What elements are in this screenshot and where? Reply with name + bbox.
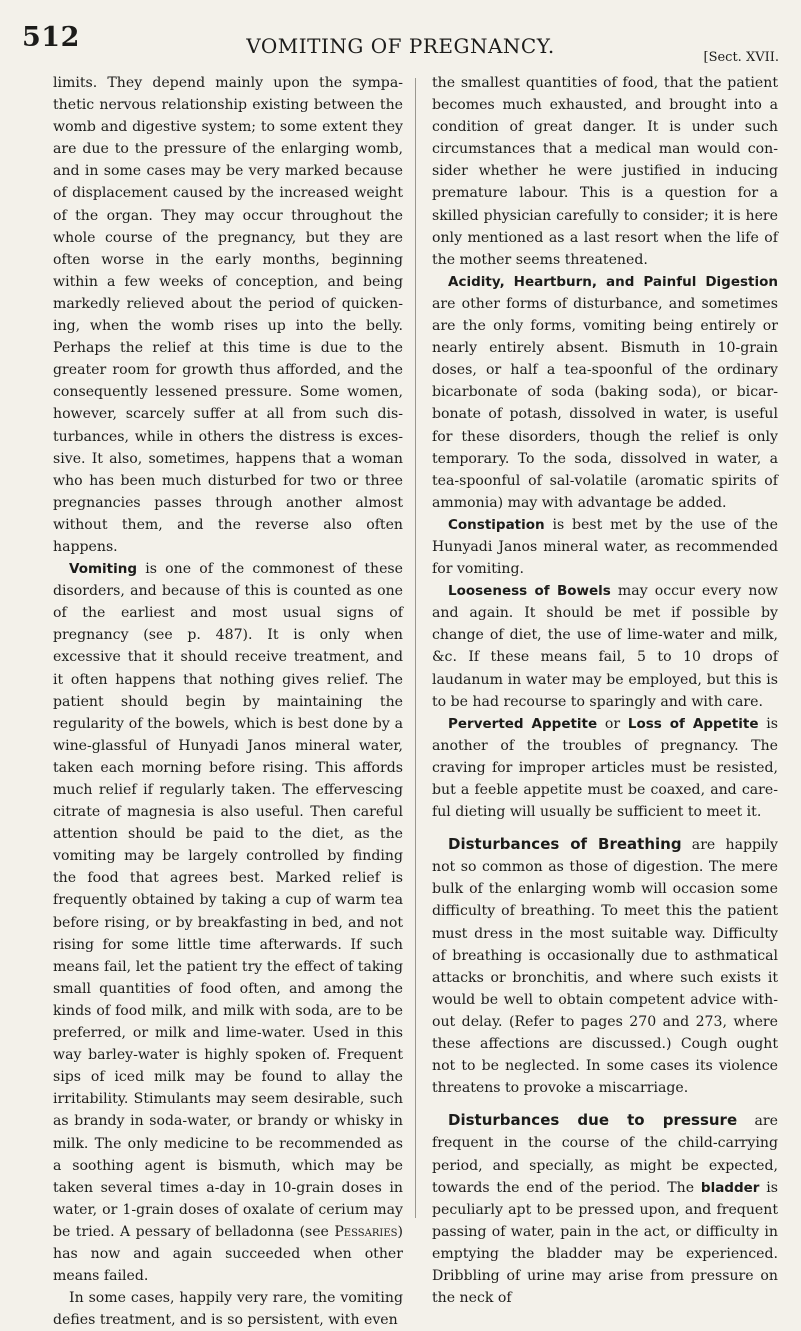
paragraph-text: are other forms of disturbance, and sometimes are the only forms, vomiting being entirely or nearly entirely absent. Bismuth in 10-grain doses, or half a tea-spoonful of the ordinary bicarbonate of soda (baking soda), or bicarbonate of potash, dissolved in water, is useful for these disorders, though the relief is only temporary. To the soda, dissolved in water, a tea-spoonful of sal-volatile (aromatic spirits of ammonia) may with advantage be added. xyxy=(432,295,778,511)
heading-loss-of-appetite: Loss of Appetite xyxy=(627,715,759,732)
paragraph-text: ) has now and again succeeded when other means failed. xyxy=(53,1223,403,1285)
column-divider xyxy=(415,78,416,1218)
paragraph-text: may occur every now and again. It should be met if possible by change of diet, the use of lime-water and milk, &c. If these means fail, 5 to 10 drops of laudanum in water may be employed, but this is to be had recourse to sparingly and with care. xyxy=(432,583,778,710)
heading-constipation: Constipation xyxy=(448,516,545,533)
heading-looseness: Looseness of Bowels xyxy=(448,583,611,600)
heading-acidity: Acidity, Heartburn, and Painful Digestion xyxy=(448,273,778,290)
paragraph-text: is another of the troubles of pregnancy. The craving for improper articles must be resisted, but a feeble appetite must be coaxed, and careful dieting will usually be sufficient to meet it. xyxy=(432,715,778,821)
running-title: VOMITING OF PREGNANCY. xyxy=(246,34,555,58)
left-column xyxy=(53,72,403,1329)
paragraph: In some cases, happily very rare, the vomiting defies treatment, and is so persistent, with even xyxy=(53,1290,403,1329)
heading-breathing: Disturbances of Breathing xyxy=(448,835,682,854)
paragraph-breathing xyxy=(432,833,778,1099)
heading-pressure: Disturbances due to pressure xyxy=(448,1111,738,1130)
heading-vomiting: Vomiting xyxy=(69,561,138,578)
right-column xyxy=(432,72,778,1307)
paragraph: the smallest quantities of food, that the patient becomes much exhausted, and brought into a condition of great danger. It is under such circumstances that a medical man would consider whether he were justified in inducing premature labour. This is a question for a skilled physician carefully to consider; it is here only mentioned as a last resort when the life of the mother seems threatened. xyxy=(432,75,778,268)
section-label: [Sect. XVII. xyxy=(703,50,779,65)
cross-reference-pessaries: Pessaries xyxy=(334,1223,398,1240)
paragraph-text: is one of the commonest of these disorders, and because of this is counted as one of the earliest and most usual signs of pregnancy (see p. 487). It is only when excessive that it should receive treatment, and it often happens that nothing gives relief. The patient should begin by maintaining the regularity of the bowels, which is best done by a wine-glassful of Hunyadi Janos mineral water, taken each morning before rising. This affords much relief if regularly taken. The effervescing citrate of magnesia is also useful. Then careful attention should be paid to the diet, as the vomiting may be largely controlled by finding the food that agrees best. Marked relief is frequently obtained by taking a cup of warm tea before rising, or by breakfasting in bed, and not rising for some little time afterwards. If such means fail, let the patient try the effect of taking small quantities of food often, and among the kinds of food milk, and milk with soda, are to be preferred, or milk and lime-water. Used in this way barley-water is highly spoken of. Frequent sips of iced milk may be found to allay the irritability. Stimulants may seem desirable, such as brandy in soda-water, or brandy or whisky in milk. The only medicine to be recommended as a soothing agent is bismuth, which may be taken several times a-day in 10-grain doses in water, or 1-grain doses of oxalate of cerium may be tried. A pessary of belladonna (see xyxy=(53,561,403,1240)
paragraph-appetite xyxy=(432,713,778,823)
paragraph-text: or xyxy=(597,715,628,732)
heading-perverted-appetite: Perverted Appetite xyxy=(448,715,598,732)
page-number: 512 xyxy=(22,22,80,53)
paragraph-text: is peculiarly apt to be pressed upon, and frequent passing of water, pain in the act, or difficulty in emptying the bladder may be experienced. Dribbling of urine may arise from pressure on the neck of xyxy=(432,1179,778,1307)
paragraph-text: are frequent in the course of the child-carrying period, and specially, as might be expected, towards the end of the period. The xyxy=(432,1113,778,1196)
paragraph-looseness xyxy=(432,580,778,713)
paragraph-vomiting xyxy=(53,558,403,1287)
paragraph-pressure xyxy=(432,1109,778,1309)
paragraph-constipation xyxy=(432,514,778,580)
page-header xyxy=(22,22,779,65)
paragraph-text: is best met by the use of the Hunyadi Janos mineral water, as recommended for vomiting. xyxy=(432,516,778,578)
paragraph: limits. They depend mainly upon the sympathetic nervous relationship existing between the womb and digestive system; to some extent they are due to the pressure of the enlarging womb, and in some cases may be very marked because of displacement caused by the increased weight of the organ. They may occur throughout the whole course of the pregnancy, but they are often worse in the early months, beginning within a few weeks of conception, and being markedly relieved about the period of quickening, when the womb rises up into the belly. Perhaps the relief at this time is due to the greater room for growth thus afforded, and the consequently lessened pressure. Some women, however, scarcely suffer at all from such disturbances, while in others the distress is excessive. It also, sometimes, happens that a woman who has been much disturbed for two or three pregnancies passes through another almost without them, and the reverse also often happens. xyxy=(53,75,403,555)
paragraph-text: are happily not so common as those of digestion. The mere bulk of the enlarging womb will occasion some difficulty of breathing. To meet this the patient must dress in the most suitable way. Difficulty of breathing is occasionally due to asthmatical attacks or bronchitis, and where such exists it would be well to obtain competent advice without delay. (Refer to pages 270 and 273, where these affections are discussed.) Cough ought not to be neglected. In some cases its violence threatens to provoke a miscarriage. xyxy=(432,837,778,1097)
heading-bladder: bladder xyxy=(700,1179,760,1196)
paragraph-acidity xyxy=(432,271,778,514)
